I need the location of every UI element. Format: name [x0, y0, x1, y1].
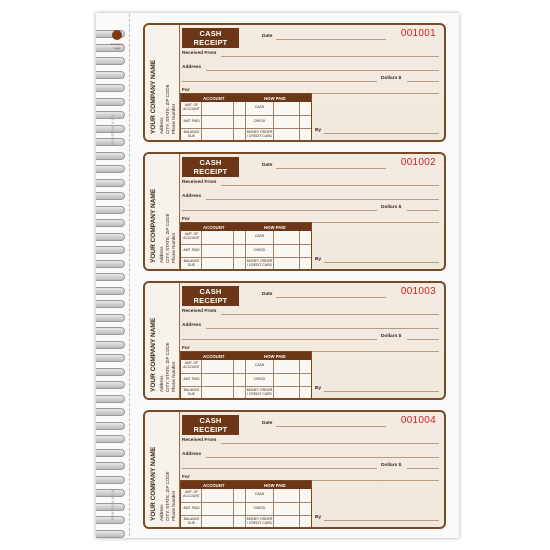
how-paid-header: HOW PAID [264, 95, 286, 101]
balance-due-label: BALANCE DUE [183, 259, 200, 267]
received-from-field[interactable] [221, 185, 439, 186]
table-col-divider [299, 360, 300, 400]
table-col-divider [299, 102, 300, 142]
signature-field[interactable] [324, 262, 439, 263]
company-phone: Phone Number [171, 490, 176, 521]
table-col-divider [273, 102, 274, 142]
by-label: By [315, 128, 322, 133]
dollars-field[interactable] [407, 210, 439, 211]
form-title-line1: CASH [199, 287, 222, 296]
address-label: Address [182, 194, 202, 199]
company-address: Address [159, 375, 164, 392]
dollars-label: Dollars $ [381, 463, 402, 468]
money-order-label: MONEY ORDER / CREDIT CARD [246, 517, 273, 525]
amt-of-account-label: AMT. OF ACCOUNT [183, 490, 200, 498]
check-label: CHECK [253, 119, 266, 123]
amount-words-field[interactable] [182, 210, 377, 211]
address-label: Address [182, 452, 202, 457]
company-block [145, 154, 180, 269]
company-address: Address [159, 117, 164, 134]
money-order-label: MONEY ORDER / CREDIT CARD [246, 259, 273, 267]
amount-words-field[interactable] [182, 339, 377, 340]
account-header: ACCOUNT [203, 482, 225, 488]
spiral-ring [96, 98, 125, 106]
company-block [145, 283, 180, 398]
how-paid-header: HOW PAID [264, 224, 286, 230]
company-city: CITY, STATE, ZIP CODE [165, 84, 170, 134]
table-col-divider [233, 489, 234, 529]
logo-icon [112, 30, 122, 40]
balance-due-label: BALANCE DUE [183, 388, 200, 396]
stub-print-note: PRINTED IN U.S.A. [111, 114, 115, 145]
table-col-divider [273, 231, 274, 271]
table-col-divider [233, 102, 234, 142]
date-label: Date [262, 163, 273, 168]
amt-paid-label: AMT. PAID [183, 506, 200, 510]
date-field[interactable] [276, 39, 386, 40]
for-label: For [182, 346, 190, 351]
check-label: CHECK [253, 377, 266, 381]
check-label: CHECK [253, 248, 266, 252]
spiral-ring [96, 260, 125, 268]
spiral-ring [96, 273, 125, 281]
date-field[interactable] [276, 297, 386, 298]
table-col-divider [273, 360, 274, 400]
form-title-line2: RECEIPT [193, 166, 228, 176]
spiral-ring [96, 233, 125, 241]
form-title-line1: CASH [199, 29, 222, 38]
receipt-number: 001004 [400, 415, 436, 426]
account-table-header [181, 94, 311, 102]
by-label: By [315, 386, 322, 391]
account-table [180, 480, 312, 529]
spiral-ring [96, 341, 125, 349]
how-paid-header: HOW PAID [264, 482, 286, 488]
signature-field[interactable] [324, 133, 439, 134]
spiral-ring [96, 246, 125, 254]
logo-text: Company Logo [110, 42, 124, 50]
check-label: CHECK [253, 506, 266, 510]
amount-words-field[interactable] [182, 468, 377, 469]
form-title [182, 157, 239, 177]
spiral-ring [96, 179, 125, 187]
cash-receipt-form [143, 23, 446, 142]
dollars-field[interactable] [407, 468, 439, 469]
receipt-number: 001002 [400, 157, 436, 168]
company-city: CITY, STATE, ZIP CODE [165, 342, 170, 392]
form-title-line1: CASH [199, 158, 222, 167]
amt-paid-label: AMT. PAID [183, 377, 200, 381]
account-table [180, 351, 312, 400]
account-table [180, 93, 312, 142]
received-from-label: Received From [182, 309, 217, 314]
date-label: Date [262, 421, 273, 426]
table-col-divider [201, 102, 202, 142]
company-city: CITY, STATE, ZIP CODE [165, 213, 170, 263]
company-city: CITY, STATE, ZIP CODE [165, 471, 170, 521]
company-block [145, 412, 180, 527]
cash-receipt-form [143, 281, 446, 400]
spiral-ring [96, 300, 125, 308]
company-block [145, 25, 180, 140]
company-phone: Phone Number [171, 232, 176, 263]
cash-label: CASH [254, 105, 265, 109]
cash-receipt-form [143, 152, 446, 271]
spiral-ring [96, 192, 125, 200]
spiral-binding [96, 30, 136, 530]
company-phone: Phone Number [171, 103, 176, 134]
cash-label: CASH [254, 234, 265, 238]
money-order-label: MONEY ORDER / CREDIT CARD [246, 130, 273, 138]
signature-field[interactable] [324, 520, 439, 521]
received-from-field[interactable] [221, 443, 439, 444]
company-phone: Phone Number [171, 361, 176, 392]
dollars-label: Dollars $ [381, 205, 402, 210]
amt-paid-label: AMT. PAID [183, 248, 200, 252]
address-label: Address [182, 323, 202, 328]
dollars-field[interactable] [407, 339, 439, 340]
stub-print-note: PRINTED IN U.S.A. [111, 489, 115, 520]
company-address: Address [159, 246, 164, 263]
table-col-divider [233, 231, 234, 271]
amount-words-field[interactable] [182, 81, 377, 82]
spiral-ring [96, 449, 125, 457]
cash-label: CASH [254, 492, 265, 496]
amt-paid-label: AMT. PAID [183, 119, 200, 123]
dollars-field[interactable] [407, 81, 439, 82]
spiral-ring [96, 165, 125, 173]
company-name: YOUR COMPANY NAME [150, 59, 157, 134]
balance-due-label: BALANCE DUE [183, 130, 200, 138]
spiral-ring [96, 476, 125, 484]
spiral-ring [96, 287, 125, 295]
cash-receipt-form [143, 410, 446, 529]
account-header: ACCOUNT [203, 95, 225, 101]
company-logo [108, 30, 126, 60]
table-col-divider [201, 360, 202, 400]
date-field[interactable] [276, 168, 386, 169]
spiral-ring [96, 395, 125, 403]
amt-of-account-label: AMT. OF ACCOUNT [183, 232, 200, 240]
spiral-ring [96, 327, 125, 335]
signature-field[interactable] [324, 391, 439, 392]
company-name: YOUR COMPANY NAME [150, 317, 157, 392]
spiral-ring [96, 71, 125, 79]
table-col-divider [273, 489, 274, 529]
form-title-line2: RECEIPT [193, 424, 228, 434]
date-label: Date [262, 292, 273, 297]
table-col-divider [299, 489, 300, 529]
spiral-ring [96, 368, 125, 376]
form-title [182, 286, 239, 306]
date-label: Date [262, 34, 273, 39]
received-from-field[interactable] [221, 314, 439, 315]
spiral-ring [96, 462, 125, 470]
form-title [182, 28, 239, 48]
spiral-ring [96, 84, 125, 92]
dollars-label: Dollars $ [381, 76, 402, 81]
dollars-label: Dollars $ [381, 334, 402, 339]
address-field[interactable] [206, 199, 439, 200]
by-label: By [315, 257, 322, 262]
for-label: For [182, 217, 190, 222]
table-col-divider [201, 231, 202, 271]
cash-label: CASH [254, 363, 265, 367]
received-from-label: Received From [182, 438, 217, 443]
company-address: Address [159, 504, 164, 521]
spiral-ring [96, 219, 125, 227]
spiral-ring [96, 354, 125, 362]
address-field[interactable] [206, 70, 439, 71]
spiral-ring [96, 435, 125, 443]
received-from-label: Received From [182, 180, 217, 185]
account-table-header [181, 352, 311, 360]
date-field[interactable] [276, 426, 386, 427]
receipt-number: 001003 [400, 286, 436, 297]
spiral-ring [96, 381, 125, 389]
how-paid-header: HOW PAID [264, 353, 286, 359]
amt-of-account-label: AMT. OF ACCOUNT [183, 103, 200, 111]
form-title [182, 415, 239, 435]
received-from-label: Received From [182, 51, 217, 56]
company-name: YOUR COMPANY NAME [150, 446, 157, 521]
form-title-line2: RECEIPT [193, 295, 228, 305]
company-name: YOUR COMPANY NAME [150, 188, 157, 263]
received-from-field[interactable] [221, 56, 439, 57]
account-table [180, 222, 312, 271]
account-header: ACCOUNT [203, 224, 225, 230]
for-label: For [182, 88, 190, 93]
account-table-header [181, 223, 311, 231]
spiral-ring [96, 422, 125, 430]
amt-of-account-label: AMT. OF ACCOUNT [183, 361, 200, 369]
spiral-ring [96, 206, 125, 214]
spiral-ring [96, 408, 125, 416]
account-header: ACCOUNT [203, 353, 225, 359]
form-title-line2: RECEIPT [193, 37, 228, 47]
address-field[interactable] [206, 457, 439, 458]
spiral-ring [96, 152, 125, 160]
table-col-divider [299, 231, 300, 271]
form-title-line1: CASH [199, 416, 222, 425]
spiral-ring [96, 314, 125, 322]
money-order-label: MONEY ORDER / CREDIT CARD [246, 388, 273, 396]
for-label: For [182, 475, 190, 480]
address-field[interactable] [206, 328, 439, 329]
receipt-number: 001001 [400, 28, 436, 39]
table-col-divider [201, 489, 202, 529]
account-table-header [181, 481, 311, 489]
table-col-divider [233, 360, 234, 400]
by-label: By [315, 515, 322, 520]
balance-due-label: BALANCE DUE [183, 517, 200, 525]
spiral-ring [96, 530, 125, 538]
address-label: Address [182, 65, 202, 70]
